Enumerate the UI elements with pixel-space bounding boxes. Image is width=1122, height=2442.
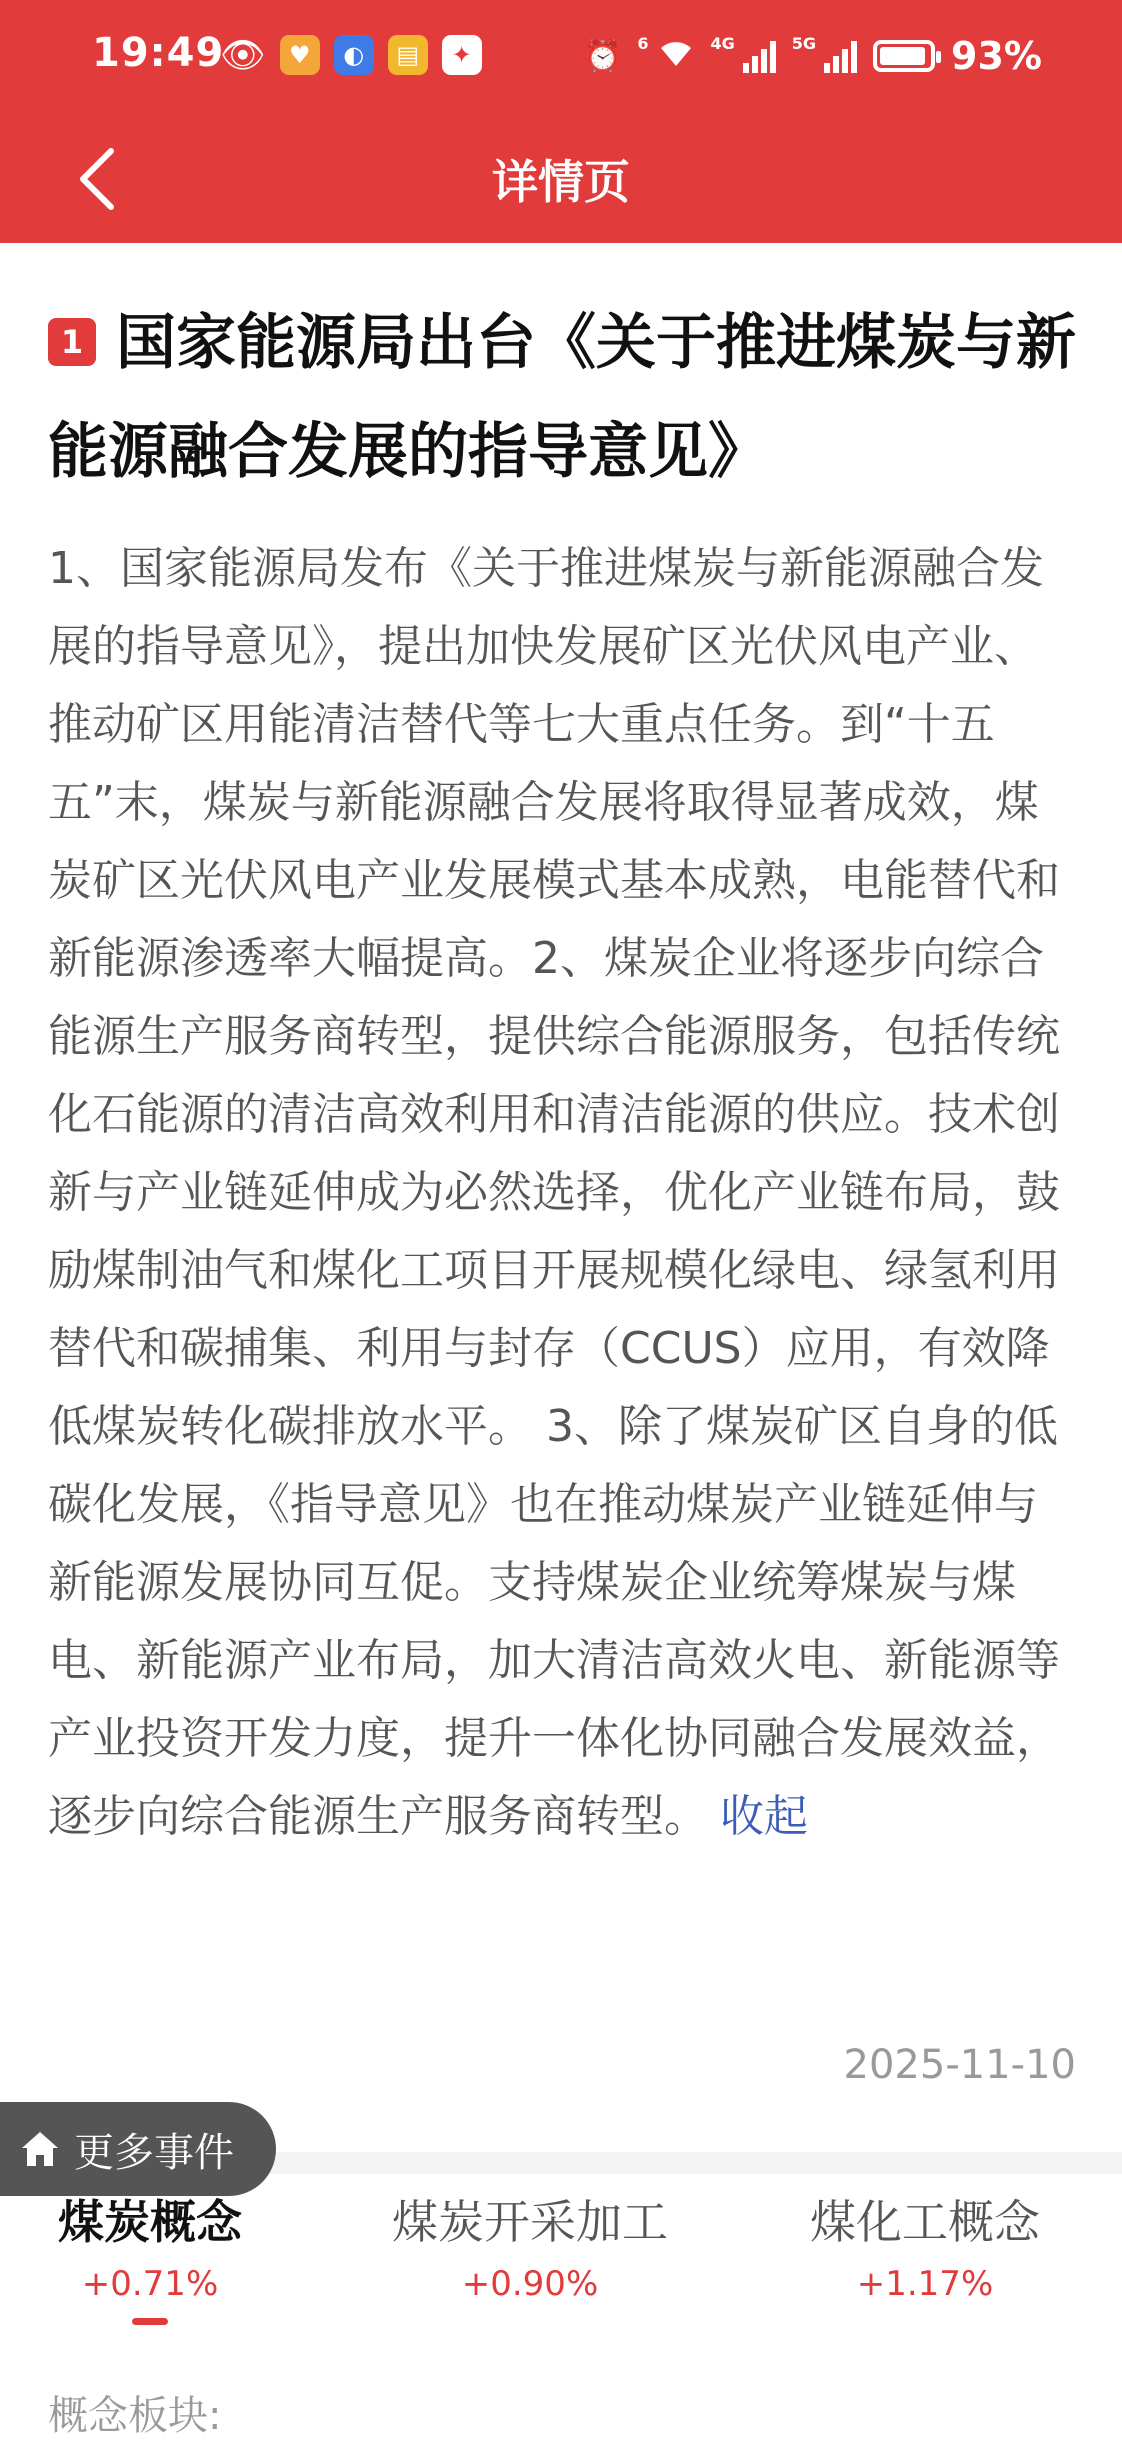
home-icon [18,2127,62,2171]
notes-app-icon: ▤ [388,35,428,75]
battery-percent: 93% [951,34,1042,78]
wifi-icon [657,36,695,76]
network-4g-label: 4G [710,34,735,53]
more-events-button[interactable] [0,2102,276,2196]
battery-fill [880,47,925,65]
status-time: 19:49 [92,30,225,76]
wifi-tag: 6 [637,34,649,53]
concept-tabs [0,2186,1122,2346]
more-events-label: 更多事件 [74,2129,234,2176]
signal-4g-icon [743,39,776,73]
page-title: 详情页 [492,155,630,209]
article-title-block [48,296,1078,514]
article-body [48,530,1078,1856]
tab-change: +0.90% [461,2264,599,2304]
battery-icon [873,40,935,72]
tab-coal-chemical-concept[interactable] [800,2186,1050,2304]
rank-badge: 1 [48,318,96,366]
collapse-link[interactable]: 收起 [720,1791,808,1842]
tab-coal-concept[interactable] [50,2186,250,2325]
eye-icon: 👁 [220,35,266,76]
active-tab-indicator [132,2318,168,2325]
network-5g-label: 5G [791,34,817,53]
concept-section-label: 概念板块: [48,2393,222,2439]
article-body-text: 1、国家能源局发布《关于推进煤炭与新能源融合发展的指导意见》，提出加快发展矿区光伏风电产业、推动矿区用能清洁替代等七大重点任务。到“十五五”末，煤炭与新能源融合发展将取得显著成效，煤炭矿区光伏风电产业发展模式基本成熟，电能替代和新能源渗透率大幅提高。2、煤炭企业将逐步向综合能源生产服务商转型，提供综合能源服务，包括传统化石能源的清洁高效利用和清洁能源的供应。技术创新与产业链延伸成为必然选择，优化产业链布局，鼓励煤制油气和煤化工项目开展规模化绿电、绿氢利用替代和碳捕集、利用与封存（CCUS）应用，有效降低煤炭转化碳排放水平。 3、除了煤炭矿区自身的低碳化发展，《指导意见》也在推动煤炭产业链延伸与新能源发展协同互促。支持煤炭企业统筹煤炭与煤电、新能源产业布局，加大清洁高效火电、新能源等产业投资开发力度，提升一体化协同融合发展效益，逐步向综合能源生产服务商转型。 [48,543,1060,1842]
signal-5g-icon [824,39,857,73]
browser-app-icon: ◐ [334,35,374,75]
tab-name: 煤化工概念 [810,2195,1040,2249]
status-icons-left [220,34,482,76]
status-bar [0,0,1122,118]
tab-coal-mining-processing[interactable] [380,2186,680,2304]
tab-name: 煤炭开采加工 [392,2195,668,2249]
health-app-icon: ♥ [280,35,320,75]
tab-change: +0.71% [81,2264,219,2304]
status-icons-right [584,34,1042,78]
article-title: 国家能源局出台《关于推进煤炭与新能源融合发展的指导意见》 [48,308,1076,487]
alarm-icon: ⏰ [584,38,622,74]
nav-bar [0,118,1122,243]
header-area [0,0,1122,243]
game-app-icon: ✦ [442,35,482,75]
tab-change: +1.17% [856,2264,994,2304]
article-date: 2025-11-10 [843,2042,1076,2088]
tab-name: 煤炭概念 [58,2195,242,2249]
